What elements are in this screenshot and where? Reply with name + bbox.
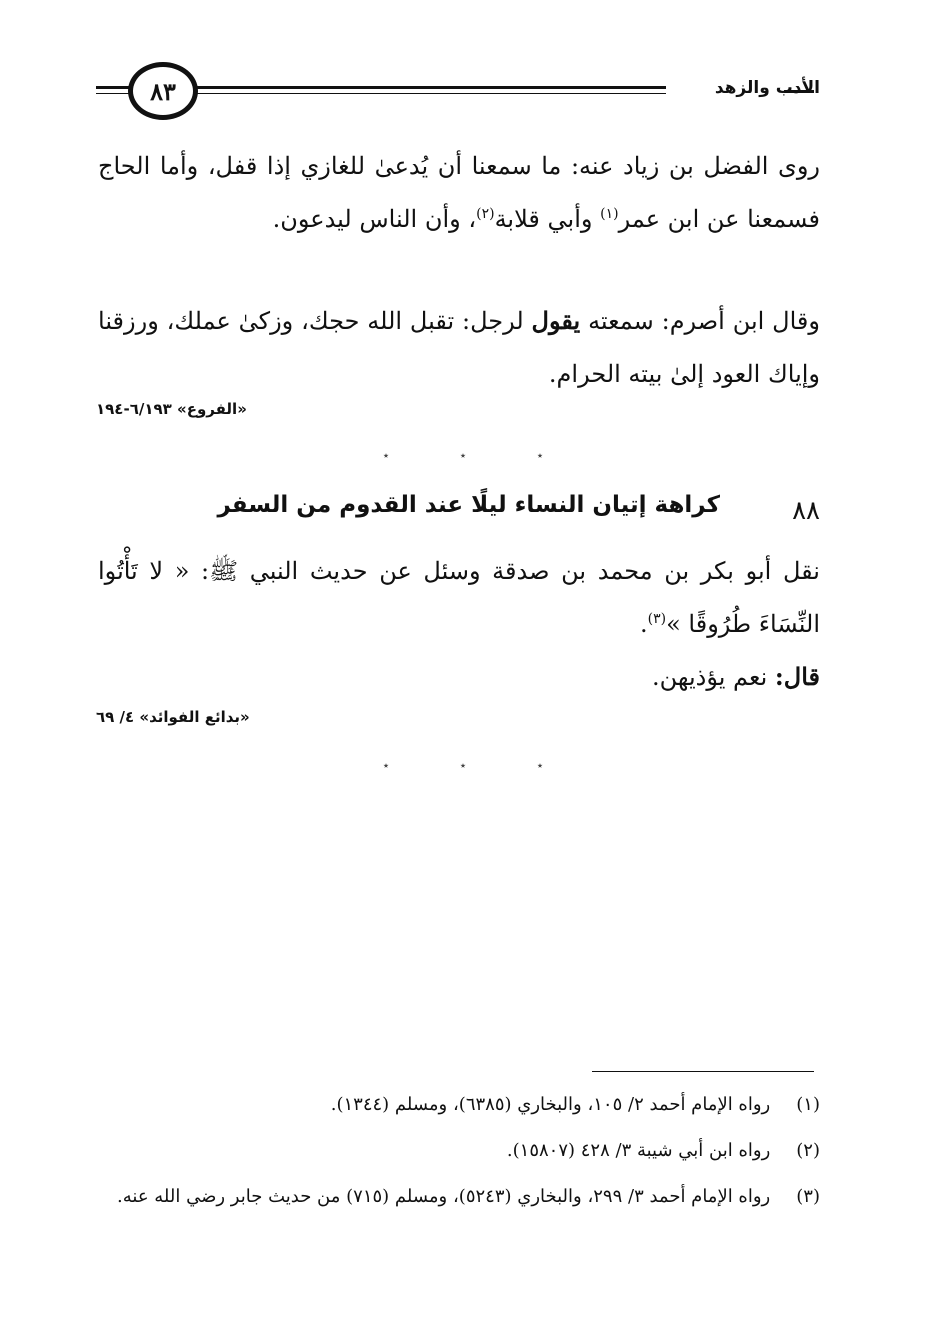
footnote-item <box>98 1082 820 1128</box>
footnote-text: رواه ابن أبي شيبة ٣/ ٤٢٨ (١٥٨٠٧). <box>506 1140 771 1161</box>
header-rule-right <box>196 86 666 89</box>
ornament-mark: ٭ <box>460 448 466 462</box>
section-ornament <box>383 448 543 462</box>
section-title: كراهة إتيان النساء ليلًا عند القدوم من السفر <box>217 492 720 518</box>
footnote-divider <box>592 1071 814 1072</box>
ornament-mark: ٭ <box>383 448 389 462</box>
ornament-mark: ٭ <box>537 758 543 772</box>
footnote-number: (٣) <box>796 1186 820 1207</box>
footnote-text: رواه الإمام أحمد ٣/ ٢٩٩، والبخاري (٥٢٤٣)، ومسلم (٧١٥) من حديث جابر رضي الله عنه. <box>117 1186 771 1207</box>
footnote-ref-2: (٢) <box>476 206 495 222</box>
paragraph-text: روى الفضل بن زياد عنه: ما سمعنا أن يُدعىٰ للغازي إذا قفل، وأما الحاج فسمعنا عن ابن عمر <box>98 152 820 233</box>
ornament-mark: ٭ <box>460 758 466 772</box>
paragraph-text: وقال ابن أصرم: سمعته <box>580 307 820 335</box>
header-rule-left <box>96 86 132 89</box>
paragraph-text: . <box>640 610 648 638</box>
paragraph-text: وأبي قلابة <box>494 205 601 233</box>
section-number: ٨٨ <box>792 496 820 526</box>
footnote-number: (١) <box>796 1094 820 1115</box>
paragraph-fadl <box>98 140 820 246</box>
footnote-text: رواه الإمام أحمد ٢/ ١٠٥، والبخاري (٦٣٨٥)، ومسلم (١٣٤٤). <box>330 1094 771 1115</box>
paragraph-text: نقل أبو بكر بن محمد بن صدقة وسئل عن حديث النبي ﷺ: « لا تَأْتُوا النِّسَاءَ طُرُوقًا » <box>98 557 820 638</box>
header-rule-right-thin <box>196 93 666 94</box>
section-ornament <box>383 758 543 772</box>
header-rule-left-thin <box>96 93 132 94</box>
footnote-ref-3: (٣) <box>647 611 667 627</box>
ornament-mark: ٭ <box>537 448 543 462</box>
footnote-item <box>98 1174 820 1220</box>
bold-word: قال: <box>774 662 820 691</box>
source-citation: «الفروع» ٦/١٩٣-١٩٤ <box>96 400 247 418</box>
paragraph-ibn-asram <box>98 294 820 401</box>
ornament-mark: ٭ <box>383 758 389 772</box>
paragraph-text: لرجل: تقبل الله حجك، وزكىٰ عملك، ورزقنا وإياك العود إلىٰ بيته الحرام. <box>98 307 820 388</box>
paragraph-text: نعم يؤذيهن. <box>652 663 775 691</box>
page-number: ٨٣ <box>128 62 198 120</box>
footnote-number: (٢) <box>796 1140 820 1161</box>
footnote-ref-1: (١) <box>600 206 619 222</box>
paragraph-hadith <box>98 545 820 651</box>
source-citation: «بدائع الفوائد» ٤/ ٦٩ <box>96 708 250 726</box>
paragraph-text: ، وأن الناس ليدعون. <box>272 205 477 233</box>
footnote-item <box>98 1128 820 1174</box>
paragraph-answer <box>98 650 820 704</box>
section-heading <box>98 492 820 532</box>
bold-word: يقول <box>531 306 581 335</box>
chapter-title: الأدب والزهد <box>714 78 820 98</box>
